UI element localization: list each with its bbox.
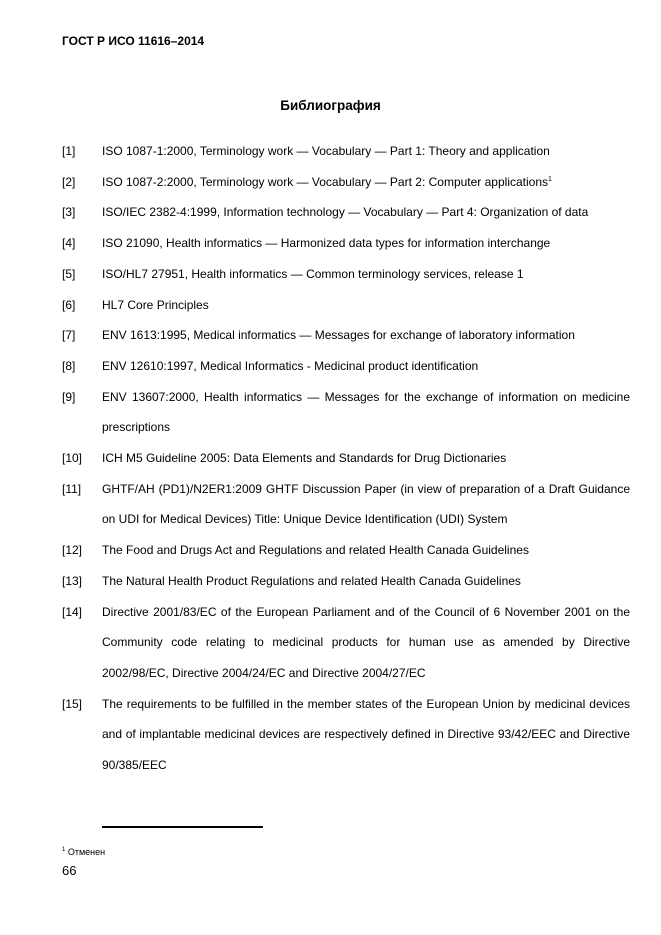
footnote-mark: 1	[62, 847, 66, 853]
entry-number: [2]	[62, 174, 76, 189]
entry-text: HL7 Core Principles	[102, 297, 209, 312]
bibliography-entry	[62, 443, 630, 474]
entry-number: [3]	[62, 205, 76, 220]
bibliography-entry	[62, 197, 630, 228]
entry-number: [12]	[62, 543, 83, 558]
bibliography-list	[62, 136, 630, 781]
entry-text: ISO 21090, Health informatics — Harmonized data types for information interchange	[102, 236, 551, 251]
entry-text: ISO/HL7 27951, Health informatics — Common terminology services, release 1	[102, 266, 524, 281]
entry-text: ISO 1087-2:2000, Terminology work — Vocabulary — Part 2: Computer applications	[102, 174, 549, 189]
entry-text: GHTF/AH (PD1)/N2ER1:2009 GHTF Discussion Paper (in view of preparation of a Draft Guidance on UDI for Medical Devices) Title: Unique Device Identification (UDI) System	[102, 481, 630, 527]
entry-text: ISO/IEC 2382-4:1999, Information technology — Vocabulary — Part 4: Organization of data	[102, 205, 589, 220]
footnote-separator	[102, 826, 263, 828]
bibliography-entry	[62, 566, 630, 597]
entry-text: ENV 12610:1997, Medical Informatics - Medicinal product identification	[102, 358, 479, 373]
entry-number: [8]	[62, 358, 76, 373]
entry-text: ENV 13607:2000, Health informatics — Messages for the exchange of information on medicine prescriptions	[102, 389, 630, 435]
entry-number: [5]	[62, 266, 76, 281]
bibliography-entry	[62, 167, 630, 198]
bibliography-entry	[62, 290, 630, 321]
entry-number: [10]	[62, 451, 83, 466]
bibliography-entry	[62, 259, 630, 290]
footnote	[62, 847, 105, 857]
entry-number: [11]	[62, 481, 82, 496]
entry-text: Directive 2001/83/EC of the European Parliament and of the Council of 6 November 2001 on the Community code relating to medicinal products for human use as amended by Directive 2002/98/EC, Directive 2004/24/EC and Directive 2004/27/EC	[102, 604, 630, 680]
bibliography-entry	[62, 535, 630, 566]
entry-number: [15]	[62, 696, 83, 711]
section-title: Библиография	[280, 98, 381, 113]
page-number: 66	[62, 863, 77, 878]
bibliography-entry	[62, 689, 630, 781]
entry-text: The Food and Drugs Act and Regulations and related Health Canada Guidelines	[102, 543, 529, 558]
footnote-reference: 1	[548, 175, 552, 183]
bibliography-entry	[62, 382, 630, 443]
entry-text: The requirements to be fulfilled in the member states of the European Union by medicinal devices and of implantable medicinal devices are respectively defined in Directive 93/42/EEC and Directive 90/385/EEC	[102, 696, 630, 773]
entry-number: [9]	[62, 389, 76, 404]
entry-number: [4]	[62, 236, 76, 251]
entry-number: [14]	[62, 604, 83, 619]
entry-number: [6]	[62, 297, 76, 312]
bibliography-entry	[62, 351, 630, 382]
entry-text: ICH M5 Guideline 2005: Data Elements and Standards for Drug Dictionaries	[102, 451, 507, 466]
entry-text: The Natural Health Product Regulations and related Health Canada Guidelines	[102, 573, 521, 588]
bibliography-entry	[62, 136, 630, 167]
entry-number: [7]	[62, 328, 76, 343]
entry-text-wrapper	[102, 167, 630, 198]
document-header: ГОСТ Р ИСО 11616–2014	[62, 34, 205, 48]
bibliography-entry	[62, 320, 630, 351]
footnote-text: Отменен	[67, 847, 106, 857]
entry-text: ENV 1613:1995, Medical informatics — Messages for exchange of laboratory information	[102, 328, 575, 343]
entry-text: ISO 1087-1:2000, Terminology work — Vocabulary — Part 1: Theory and application	[102, 144, 550, 158]
bibliography-entry	[62, 228, 630, 259]
bibliography-entry	[62, 474, 630, 535]
entry-number: [1]	[62, 144, 76, 158]
entry-number: [13]	[62, 573, 83, 588]
bibliography-entry	[62, 597, 630, 689]
